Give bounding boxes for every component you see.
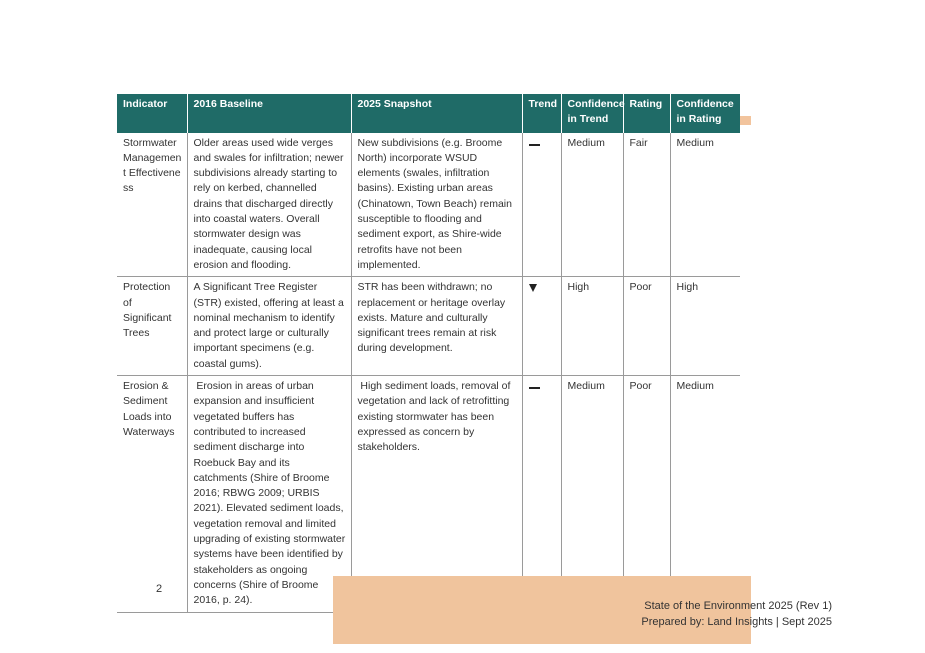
indicator-cell: Stormwater Management Effectiveness xyxy=(117,133,187,277)
header-snapshot: 2025 Snapshot xyxy=(351,94,522,133)
baseline-cell: Older areas used wide verges and swales for infiltration; newer subdivisions already starting to rely on kerbed, channelled drains that discharged directly into coastal waters. Overall stormwater design was inadequate, causing local erosion and flooding. xyxy=(187,133,351,277)
confidence-rating-cell: Medium xyxy=(670,376,740,612)
table-row xyxy=(117,133,740,277)
trend-cell xyxy=(522,277,561,376)
rating-cell: Poor xyxy=(623,277,670,376)
header-confidence-rating: Confidence in Rating xyxy=(670,94,740,133)
stable-dash-icon xyxy=(529,387,540,389)
header-rating: Rating xyxy=(623,94,670,133)
indicator-table xyxy=(117,94,740,613)
header-trend: Trend xyxy=(522,94,561,133)
table-header-row xyxy=(117,94,740,133)
page-number: 2 xyxy=(156,583,163,595)
header-baseline: 2016 Baseline xyxy=(187,94,351,133)
indicator-cell: Protection of Significant Trees xyxy=(117,277,187,376)
footer-prepared-by: Prepared by: Land Insights | Sept 2025 xyxy=(641,616,832,628)
confidence-trend-cell: Medium xyxy=(561,376,623,612)
rating-cell: Fair xyxy=(623,133,670,277)
snapshot-cell: High sediment loads, removal of vegetation and lack of retrofitting existing stormwater has been expressed as concern by stakeholders. xyxy=(351,376,522,612)
snapshot-cell: STR has been withdrawn; no replacement or heritage overlay exists. Mature and culturally significant trees remain at risk during development. xyxy=(351,277,522,376)
indicator-cell: Erosion & Sediment Loads into Waterways xyxy=(117,376,187,612)
rating-cell: Poor xyxy=(623,376,670,612)
confidence-trend-cell: Medium xyxy=(561,133,623,277)
baseline-cell: Erosion in areas of urban expansion and insufficient vegetated buffers has contributed to increased sediment discharge into Roebuck Bay and its catchments (Shire of Broome 2016; RBWG 2009; URBIS 2021). Elevated sediment loads, vegetation removal and limited upgrading of existing stormwater systems have been identified by stakeholders as ongoing concerns (Shire of Broome 2016, p. 24). xyxy=(187,376,351,612)
header-confidence-trend: Confidence in Trend xyxy=(561,94,623,133)
confidence-rating-cell: High xyxy=(670,277,740,376)
footer-text xyxy=(641,598,832,630)
snapshot-cell: New subdivisions (e.g. Broome North) incorporate WSUD elements (swales, infiltration basins). Existing urban areas (Chinatown, Town Beach) remain susceptible to flooding and sediment export, as Shire-wide retrofits have not been implemented. xyxy=(351,133,522,277)
footer-report-title: State of the Environment 2025 (Rev 1) xyxy=(644,600,832,612)
table-row xyxy=(117,277,740,376)
header-indicator: Indicator xyxy=(117,94,187,133)
trend-cell xyxy=(522,133,561,277)
confidence-trend-cell: High xyxy=(561,277,623,376)
confidence-rating-cell: Medium xyxy=(670,133,740,277)
baseline-cell: A Significant Tree Register (STR) existed, offering at least a nominal mechanism to identify and protect large or culturally important specimens (e.g. coastal gums). xyxy=(187,277,351,376)
header-accent-bar xyxy=(739,116,751,125)
stable-dash-icon xyxy=(529,144,540,146)
declining-triangle-icon xyxy=(529,284,537,292)
